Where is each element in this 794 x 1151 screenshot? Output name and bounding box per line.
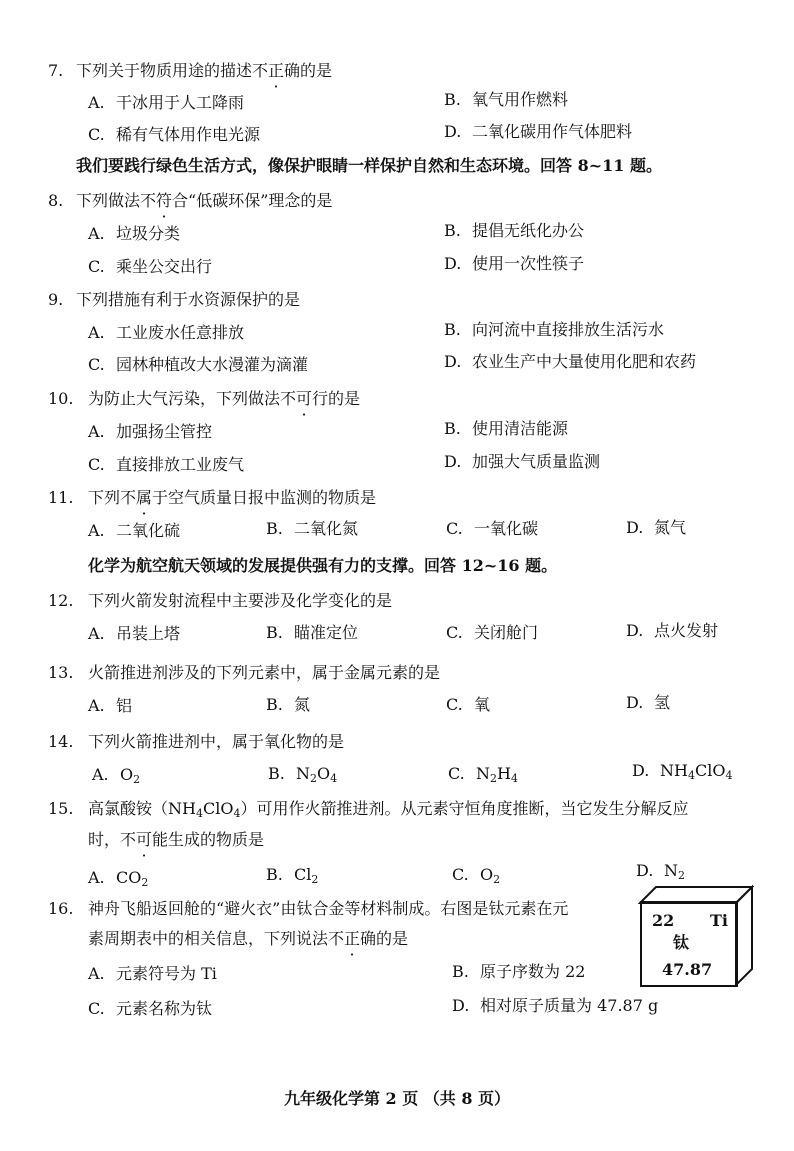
q7-emphasis: 不正确	[252, 61, 301, 80]
q8-option-c: C. 乘坐公交出行	[88, 257, 213, 276]
q12-number: 12.	[48, 591, 74, 610]
q8-option-a: A. 垃圾分类	[88, 224, 181, 243]
q15-option-a: A. $CO_2$	[88, 868, 149, 889]
q12-option-d: D. 点火发射	[626, 621, 719, 640]
q8-number: 8.	[48, 191, 64, 210]
q15-option-c: C. $O_2$	[452, 865, 501, 886]
q16-option-c: C. 元素名称为钛	[88, 999, 213, 1018]
q16-stem-line2: 素周期表中的相关信息，下列说法不正确的是	[88, 929, 409, 948]
q9-option-a: A. 工业废水任意排放	[88, 323, 245, 342]
q15-stem-line1: 高氯酸铵$(NH_4ClO_4)$可用作火箭推进剂。从元素守恒角度推断，当它发生分解反应	[88, 799, 689, 820]
q10-option-d: D. 加强大气质量监测	[444, 452, 601, 471]
q13-stem: 火箭推进剂涉及的下列元素中，属于金属元素的是	[88, 663, 441, 682]
page-footer: 九年级化学第 2 页 （共 8 页）	[283, 1089, 511, 1108]
element-name: 钛	[673, 933, 690, 952]
q13-number: 13.	[48, 663, 74, 682]
q15-option-d: D. $N_2$	[636, 861, 685, 882]
q14-option-a: A. $O_2$	[92, 765, 141, 786]
q15-number: 15.	[48, 799, 74, 818]
q13-option-d: D. 氢	[626, 693, 671, 712]
q7-option-b: B. 氧气用作燃料	[444, 90, 569, 109]
element-symbol: Ti	[710, 911, 728, 930]
q10-option-b: B. 使用清洁能源	[444, 419, 569, 438]
q10-emphasis: 不可行	[280, 389, 329, 408]
intro-8-11: 我们要践行绿色生活方式，像保护眼睛一样保护自然和生态环境。回答 8~11 题。	[76, 156, 662, 175]
q13-option-a: A. 铝	[88, 696, 133, 715]
q11-emphasis: 不属于	[120, 488, 169, 507]
q14-option-b: B. $N_2O_4$	[268, 764, 338, 785]
q7-option-d: D. 二氧化碳用作气体肥料	[444, 122, 633, 141]
q8-option-b: B. 提倡无纸化办公	[444, 221, 585, 240]
q13-option-c: C. 氧	[446, 695, 491, 714]
q16-option-d: D. 相对原子质量为 47.87 g	[452, 996, 659, 1015]
q14-number: 14.	[48, 732, 74, 751]
q7-option-c: C. 稀有气体用作电光源	[88, 125, 261, 144]
q15-emphasis: 不可能	[120, 830, 169, 849]
q8-emphasis: 不符合	[140, 191, 189, 210]
q9-stem: 下列措施有利于水资源保护的是	[76, 290, 301, 309]
q8-option-d: D. 使用一次性筷子	[444, 254, 585, 273]
q16-stem-line1: 神舟飞船返回舱的“避火衣”由钛合金等材料制成。右图是钛元素在元	[88, 899, 569, 918]
q10-stem: 为防止大气污染，下列做法不可行的是	[88, 389, 361, 408]
q16-emphasis: 不正确	[328, 929, 377, 948]
q16-number: 16.	[48, 899, 74, 918]
q11-option-c: C. 一氧化碳	[446, 519, 539, 538]
q10-option-c: C. 直接排放工业废气	[88, 455, 245, 474]
q12-option-c: C. 关闭舱门	[446, 623, 539, 642]
q14-option-d: D. $NH_4ClO_4$	[632, 761, 733, 782]
q11-number: 11.	[48, 488, 74, 507]
q10-number: 10.	[48, 389, 74, 408]
q7-stem: 下列关于物质用途的描述不正确的是	[76, 61, 333, 80]
q9-option-b: B. 向河流中直接排放生活污水	[444, 320, 665, 339]
q14-option-c: C. $N_2H_4$	[448, 764, 518, 785]
q8-stem: 下列做法不符合“低碳环保”理念的是	[76, 191, 333, 210]
element-atomic-mass: 47.87	[662, 960, 713, 979]
q9-option-d: D. 农业生产中大量使用化肥和农药	[444, 352, 697, 371]
q11-stem: 下列不属于空气质量日报中监测的物质是	[88, 488, 377, 507]
titanium-element-card	[640, 901, 738, 987]
q7-option-a: A. 干冰用于人工降雨	[88, 93, 245, 112]
q11-option-a: A. 二氧化硫	[88, 521, 181, 540]
q11-option-b: B. 二氧化氮	[266, 519, 359, 538]
q16-option-a: A. 元素符号为 Ti	[88, 964, 217, 983]
q15-option-b: B. $Cl_2$	[266, 865, 319, 886]
q12-option-a: A. 吊装上塔	[88, 624, 181, 643]
q12-option-b: B. 瞄准定位	[266, 623, 359, 642]
q13-option-b: B. 氮	[266, 695, 311, 714]
intro-12-16: 化学为航空航天领域的发展提供强有力的支撑。回答 12~16 题。	[88, 556, 558, 575]
q11-option-d: D. 氮气	[626, 518, 687, 537]
q7-number: 7.	[48, 61, 64, 80]
element-atomic-number: 22	[652, 911, 675, 930]
q15-stem-line2: 时，不可能生成的物质是	[88, 830, 265, 849]
q9-option-c: C. 园林种植改大水漫灌为滴灌	[88, 355, 309, 374]
q14-stem: 下列火箭推进剂中，属于氧化物的是	[88, 732, 345, 751]
q9-number: 9.	[48, 290, 64, 309]
q16-option-b: B. 原子序数为 22	[452, 962, 586, 981]
q10-option-a: A. 加强扬尘管控	[88, 422, 213, 441]
q12-stem: 下列火箭发射流程中主要涉及化学变化的是	[88, 591, 393, 610]
